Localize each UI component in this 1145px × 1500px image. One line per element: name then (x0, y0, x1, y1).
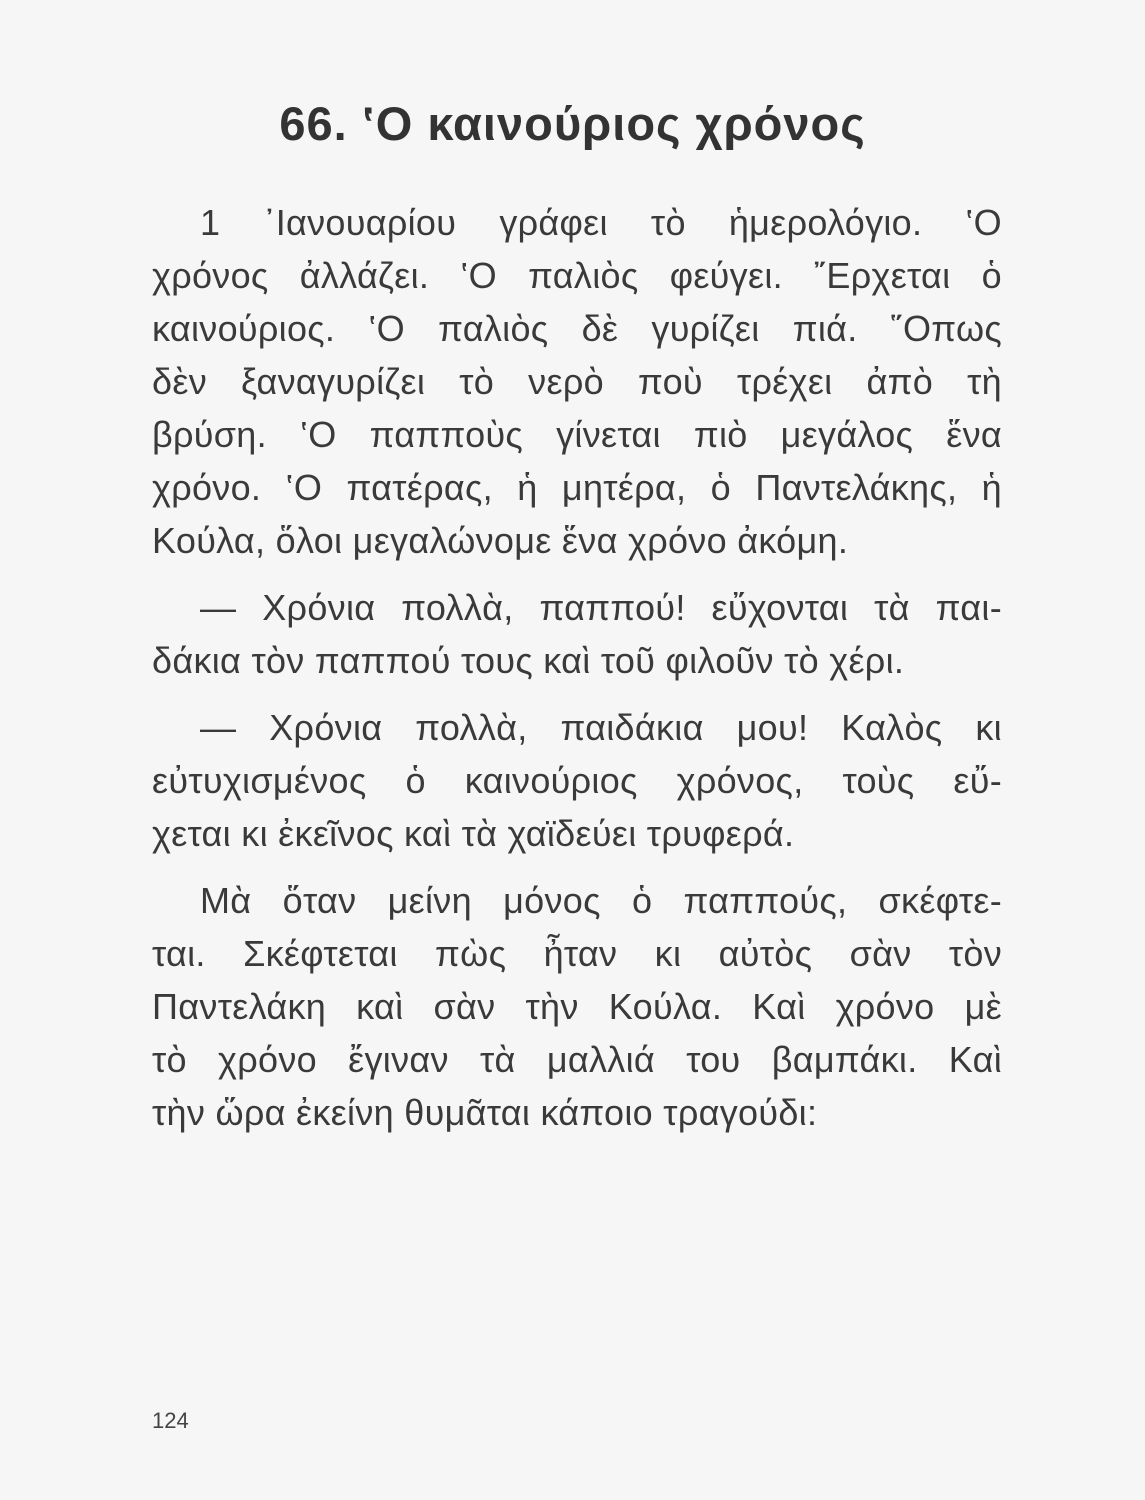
text-line: βρύση. ‛Ο παπποὺς γίνεται πιὸ μεγάλος ἕνα (152, 414, 1002, 455)
text-line: δάκια τὸν παππού τους καὶ τοῦ φιλοῦν τὸ χέρι. (152, 640, 905, 681)
text-line: Μὰ ὅταν μείνη μόνος ὁ παππούς, σκέφτε- (200, 880, 1002, 921)
body-text (152, 196, 1002, 1139)
paragraph-3 (152, 701, 1002, 860)
text-line: καινούριος. ‛Ο παλιὸς δὲ γυρίζει πιά. ῞Οπως (152, 308, 1002, 349)
text-line: — Χρόνια πολλὰ, παππού! εὔχονται τὰ παι- (200, 587, 1002, 628)
page-number: 124 (152, 1408, 189, 1433)
text-line: Παντελάκη καὶ σὰν τὴν Κούλα. Καὶ χρόνο μὲ (152, 986, 1002, 1027)
text-line: τὸ χρόνο ἔγιναν τὰ μαλλιά του βαμπάκι. Καὶ (152, 1039, 1002, 1080)
paragraph-2 (152, 581, 1002, 687)
text-line: χρόνος ἀλλάζει. ‛Ο παλιὸς φεύγει. ῎Ερχεται ὁ (152, 255, 1002, 296)
paragraph-4 (152, 874, 1002, 1139)
text-line: Κούλα, ὅλοι μεγαλώνομε ἕνα χρόνο ἀκόμη. (152, 520, 849, 561)
text-line: δὲν ξαναγυρίζει τὸ νερὸ ποὺ τρέχει ἀπὸ τὴ (152, 361, 1002, 402)
text-line: χρόνο. ‛Ο πατέρας, ἡ μητέρα, ὁ Παντελάκης, ἡ (152, 467, 1002, 508)
text-line: 1 ᾽Ιανουαρίου γράφει τὸ ἡμερολόγιο. ‛Ο (200, 202, 1002, 243)
text-line: ται. Σκέφτεται πὼς ἦταν κι αὐτὸς σὰν τὸν (152, 933, 1002, 974)
text-line: τὴν ὥρα ἐκείνη θυμᾶται κάποιο τραγούδι: (152, 1092, 818, 1133)
paragraph-1 (152, 196, 1002, 567)
text-line: — Χρόνια πολλὰ, παιδάκια μου! Καλὸς κι (200, 707, 1002, 748)
text-line: εὐτυχισμένος ὁ καινούριος χρόνος, τοὺς εὔ- (152, 760, 1002, 801)
text-line: χεται κι ἐκεῖνος καὶ τὰ χαϊδεύει τρυφερά. (152, 813, 795, 854)
page-title: 66. ‛Ο καινούριος χρόνος (279, 97, 866, 150)
